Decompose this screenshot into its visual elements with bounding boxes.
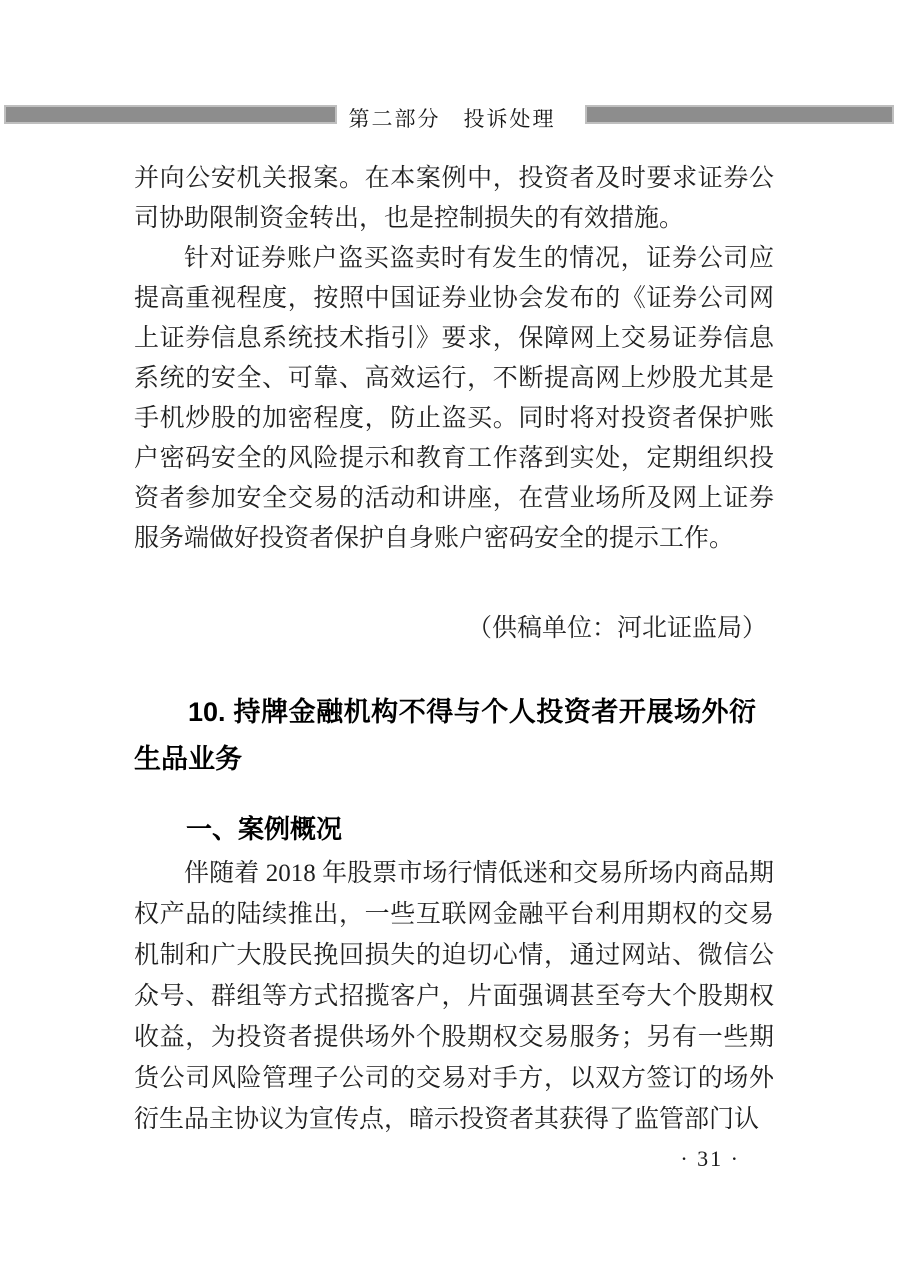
chapter-header: 第二部分 投诉处理 xyxy=(348,107,556,131)
case-overview-text xyxy=(134,853,774,1140)
section-heading: 10. 持牌金融机构不得与个人投资者开展场外衍生品业务 xyxy=(134,697,756,774)
body-text xyxy=(134,159,774,559)
paragraph-continuation: 并向公安机关报案。在本案例中，投资者及时要求证券公司协助限制资金转出，也是控制损失的有效措施。 xyxy=(134,165,774,232)
attribution-line: （供稿单位：河北证监局） xyxy=(466,615,767,642)
header-rule-right xyxy=(585,105,894,124)
page-number: · 31 · xyxy=(680,1146,740,1171)
paragraph-case-overview: 伴随着 2018 年股票市场行情低迷和交易所场内商品期权产品的陆续推出，一些互联网金融平台利用期权的交易机制和广大股民挽回损失的迫切心情，通过网站、微信公众号、群组等方式招揽客户，片面强调甚至夸大个股期权收益，为投资者提供场外个股期权交易服务；另有一些期货公司风险管理子公司的交易对手方，以双方签订的场外衍生品主协议为宣传点，暗示投资者其获得了监管部门认 xyxy=(134,860,774,1133)
paragraph-advice: 针对证券账户盗买盗卖时有发生的情况，证券公司应提高重视程度，按照中国证券业协会发布的《证券公司网上证券信息系统技术指引》要求，保障网上交易证券信息系统的安全、可靠、高效运行，不断提高网上炒股尤其是手机炒股的加密程度，防止盗买。同时将对投资者保护账户密码安全的风险提示和教育工作落到实处，定期组织投资者参加安全交易的活动和讲座，在营业场所及网上证券服务端做好投资者保护自身账户密码安全的提示工作。 xyxy=(134,245,774,552)
subsection-heading: 一、案例概况 xyxy=(186,814,343,844)
